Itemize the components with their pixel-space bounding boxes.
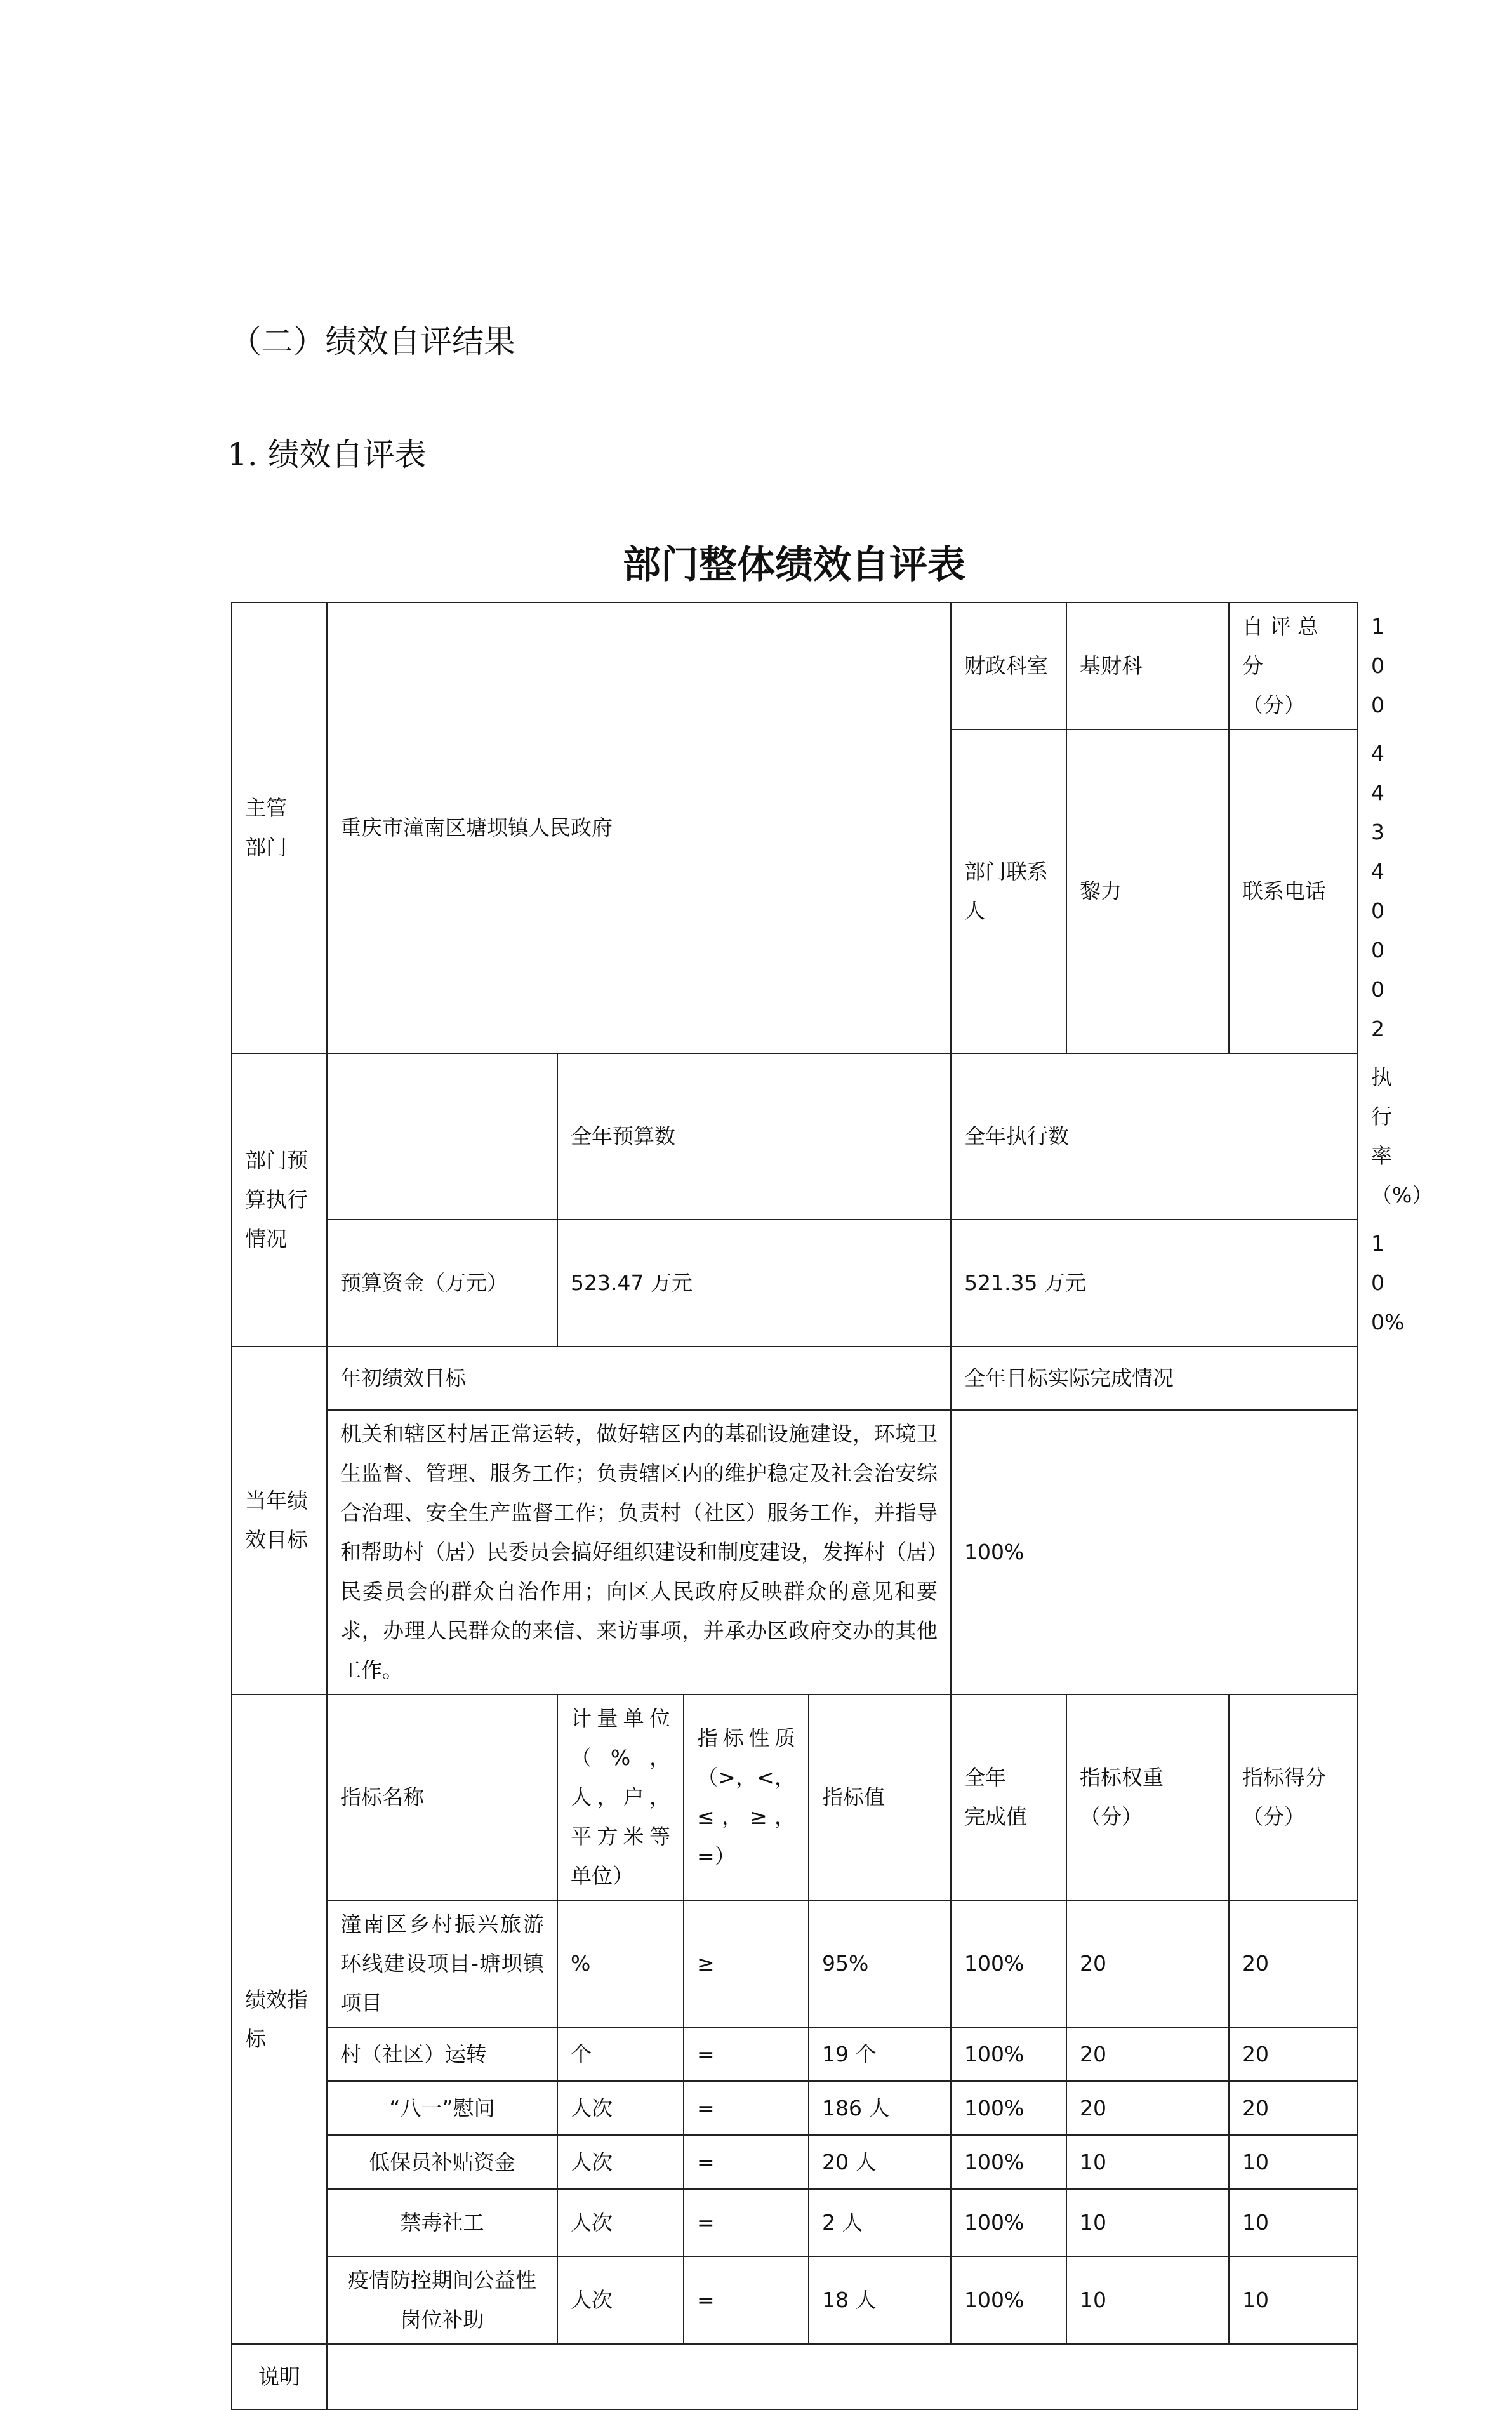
actual-value: 100%	[951, 1410, 1358, 1694]
performance-table	[231, 602, 1433, 2410]
table-row	[232, 1900, 1358, 2027]
indicator-value: 20 人	[809, 2135, 951, 2189]
contact-value: 黎力	[1066, 729, 1229, 1053]
indicator-name: “八一”慰问	[327, 2081, 557, 2135]
indicator-nature: =	[684, 2027, 809, 2081]
exec-value: 521.35 万元	[951, 1220, 1358, 1347]
header-completed: 全年 完成值	[951, 1694, 1066, 1900]
budget-empty-cell	[327, 1053, 557, 1220]
goal-text: 机关和辖区村居正常运转，做好辖区内的基础设施建设，环境卫生监督、管理、服务工作；负责辖区内的维护稳定及社会治安综合治理、安全生产监督工作；负责村（社区）服务工作，并指导和帮助村（居）民委员会搞好组织建设和制度建设，发挥村（居）民委员会的群众自治作用；向区人民政府反映群众的意见和要求，办理人民群众的来信、来访事项，并承办区政府交办的其他工作。	[327, 1410, 951, 1694]
indicator-weight: 10	[1066, 2256, 1229, 2344]
table-row	[232, 2081, 1358, 2135]
header-score: 指标得分 （分）	[1229, 1694, 1358, 1900]
indicator-completed: 100%	[951, 1900, 1066, 2027]
table-row	[232, 2027, 1358, 2081]
indicator-name: 潼南区乡村振兴旅游环线建设项目-塘坝镇项目	[327, 1900, 557, 2027]
header-unit: 计量单位（%，人，户，平方米等单位）	[557, 1694, 684, 1900]
dept-name: 重庆市潼南区塘坝镇人民政府	[327, 602, 951, 1053]
indicator-nature: ≥	[684, 1900, 809, 2027]
indicator-completed: 100%	[951, 2027, 1066, 2081]
indicator-nature: =	[684, 2135, 809, 2189]
note-label: 说明	[232, 2344, 327, 2409]
indicator-nature: =	[684, 2081, 809, 2135]
table-row	[232, 2135, 1358, 2189]
indicator-nature: =	[684, 2189, 809, 2256]
header-value: 指标值	[809, 1694, 951, 1900]
section-heading: （二）绩效自评结果	[230, 323, 515, 360]
subsection-heading: 1. 绩效自评表	[227, 436, 427, 473]
budget-value: 523.47 万元	[557, 1220, 951, 1347]
header-name: 指标名称	[327, 1694, 557, 1900]
actual-col-header: 全年目标实际完成情况	[951, 1347, 1358, 1410]
note-value	[327, 2344, 1358, 2409]
indicator-score: 10	[1229, 2189, 1358, 2256]
table-row	[232, 2189, 1358, 2256]
office-value: 基财科	[1066, 602, 1229, 729]
indicator-weight: 10	[1066, 2189, 1229, 2256]
indicator-unit: 人次	[557, 2189, 684, 2256]
indicator-name: 疫情防控期间公益性岗位补助	[327, 2256, 557, 2344]
exec-col-header: 全年执行数	[951, 1053, 1358, 1220]
indicator-completed: 100%	[951, 2256, 1066, 2344]
indicator-completed: 100%	[951, 2189, 1066, 2256]
indicator-weight: 20	[1066, 2027, 1229, 2081]
phone-label: 联系电话	[1229, 729, 1358, 1053]
indicator-value: 186 人	[809, 2081, 951, 2135]
indicator-weight: 20	[1066, 2081, 1229, 2135]
indicator-score: 20	[1229, 2081, 1358, 2135]
budget-label: 部门预 算执行 情况	[232, 1053, 327, 1347]
score-label: 自 评 总 分 （分）	[1229, 602, 1358, 729]
indicator-score: 20	[1229, 1900, 1358, 2027]
contact-label: 部门联系人	[951, 729, 1066, 1053]
indicator-name: 禁毒社工	[327, 2189, 557, 2256]
indicator-value: 95%	[809, 1900, 951, 2027]
indicator-nature: =	[684, 2256, 809, 2344]
dept-label: 主管 部门	[232, 602, 327, 1053]
indicator-value: 19 个	[809, 2027, 951, 2081]
note-row	[232, 2344, 1358, 2409]
indicator-unit: %	[557, 1900, 684, 2027]
budget-header-row: 部门预 算执行 情况 全年预算数 全年执行数 执行率 （%）	[232, 1053, 1358, 1220]
table-row	[232, 2256, 1358, 2344]
indicator-unit: 人次	[557, 2081, 684, 2135]
office-label: 财政科室	[951, 602, 1066, 729]
indicator-value: 2 人	[809, 2189, 951, 2256]
indicator-name: 村（社区）运转	[327, 2027, 557, 2081]
table-title: 部门整体绩效自评表	[623, 543, 965, 587]
goal-col-header: 年初绩效目标	[327, 1347, 951, 1410]
budget-row-label: 预算资金（万元）	[327, 1220, 557, 1347]
indicator-score: 10	[1229, 2135, 1358, 2189]
indicator-weight: 10	[1066, 2135, 1229, 2189]
budget-col-header: 全年预算数	[557, 1053, 951, 1220]
indicator-header-row	[232, 1694, 1358, 1900]
indicator-score: 20	[1229, 2027, 1358, 2081]
goals-label: 当年绩 效目标	[232, 1347, 327, 1694]
indicator-unit: 人次	[557, 2135, 684, 2189]
indicator-score: 10	[1229, 2256, 1358, 2344]
indicator-name: 低保员补贴资金	[327, 2135, 557, 2189]
indicator-value: 18 人	[809, 2256, 951, 2344]
header-nature: 指标性质（>，<，≤，≥，=）	[684, 1694, 809, 1900]
goals-header-row	[232, 1347, 1358, 1410]
indicator-unit: 人次	[557, 2256, 684, 2344]
indicators-label: 绩效指 标	[232, 1694, 327, 2344]
contact-row: 部门联系人 黎力 联系电话 44340002	[232, 729, 1358, 1053]
indicator-completed: 100%	[951, 2081, 1066, 2135]
budget-value-row: 预算资金（万元） 523.47 万元 521.35 万元 100%	[232, 1220, 1358, 1347]
dept-row: 主管 部门 重庆市潼南区塘坝镇人民政府 财政科室 基财科 自 评 总 分 （分） 100	[232, 602, 1358, 729]
indicator-completed: 100%	[951, 2135, 1066, 2189]
goals-content-row	[232, 1410, 1358, 1694]
indicator-weight: 20	[1066, 1900, 1229, 2027]
header-weight: 指标权重 （分）	[1066, 1694, 1229, 1900]
indicator-unit: 个	[557, 2027, 684, 2081]
